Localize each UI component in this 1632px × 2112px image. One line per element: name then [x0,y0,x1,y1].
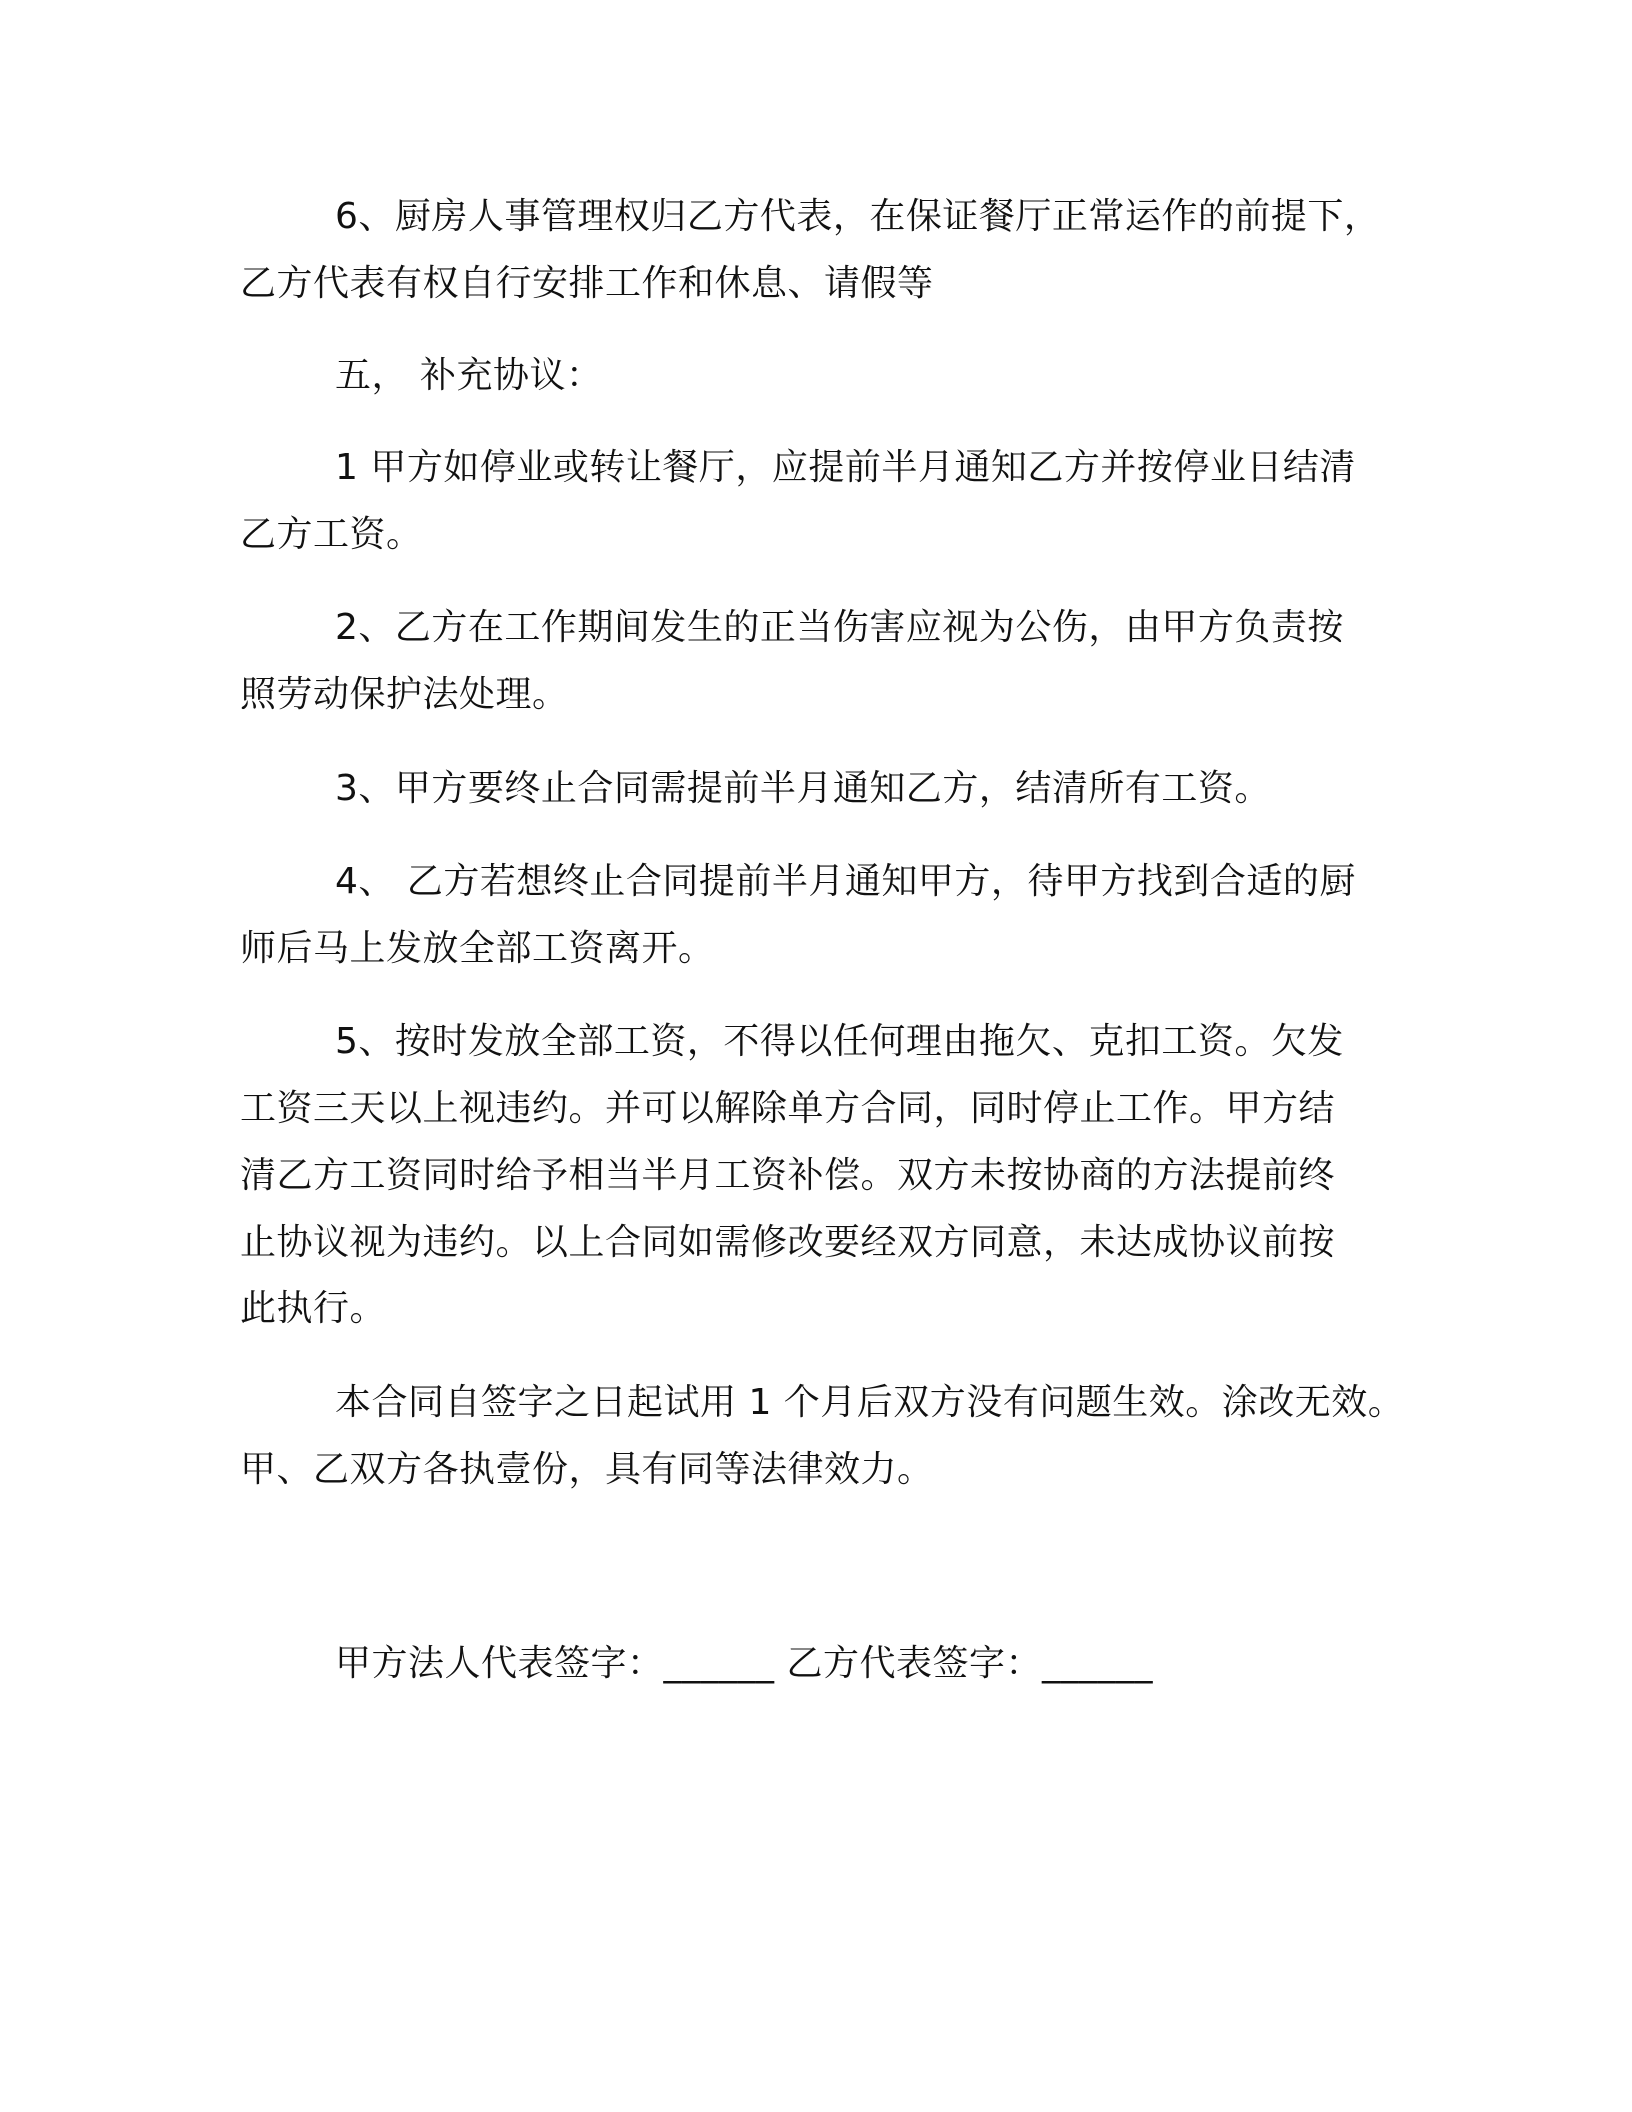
supp-clause-1-line-1: 1 甲方如停业或转让餐厅，应提前半月通知乙方并按停业日结清 [335,447,1356,488]
clause-6-line-2: 乙方代表有权自行安排工作和休息、请假等 [240,263,934,304]
supp-clause-5-line-4: 止协议视为违约。以上合同如需修改要经双方同意，未达成协议前按 [240,1222,1336,1263]
effective-clause-line-2: 甲、乙双方各执壹份，具有同等法律效力。 [240,1449,934,1490]
supp-clause-4-line-2: 师后马上发放全部工资离开。 [240,928,715,969]
supp-clause-4-line-1: 4、 乙方若想终止合同提前半月通知甲方，待甲方找到合适的厨 [335,861,1356,902]
clause-6-line-1: 6、厨房人事管理权归乙方代表，在保证餐厅正常运作的前提下， [335,196,1381,237]
supp-clause-1-line-2: 乙方工资。 [240,514,423,555]
supp-clause-5-line-1: 5、按时发放全部工资，不得以任何理由拖欠、克扣工资。欠发 [335,1021,1344,1062]
section-heading-supplementary: 五， 补充协议： [335,355,603,396]
effective-clause-line-1: 本合同自签字之日起试用 1 个月后双方没有问题生效。涂改无效。 [335,1382,1405,1423]
supp-clause-5-line-3: 清乙方工资同时给予相当半月工资补偿。双方未按协商的方法提前终 [240,1155,1336,1196]
supp-clause-3: 3、甲方要终止合同需提前半月通知乙方，结清所有工资。 [335,768,1271,809]
supp-clause-2-line-1: 2、乙方在工作期间发生的正当伤害应视为公伤，由甲方负责按 [335,607,1344,648]
supp-clause-5-line-2: 工资三天以上视违约。并可以解除单方合同，同时停止工作。甲方结 [240,1088,1336,1129]
supp-clause-2-line-2: 照劳动保护法处理。 [240,674,569,715]
supp-clause-5-line-5: 此执行。 [240,1288,387,1329]
signature-line: 甲方法人代表签字：______ 乙方代表签字：______ [335,1643,1153,1684]
